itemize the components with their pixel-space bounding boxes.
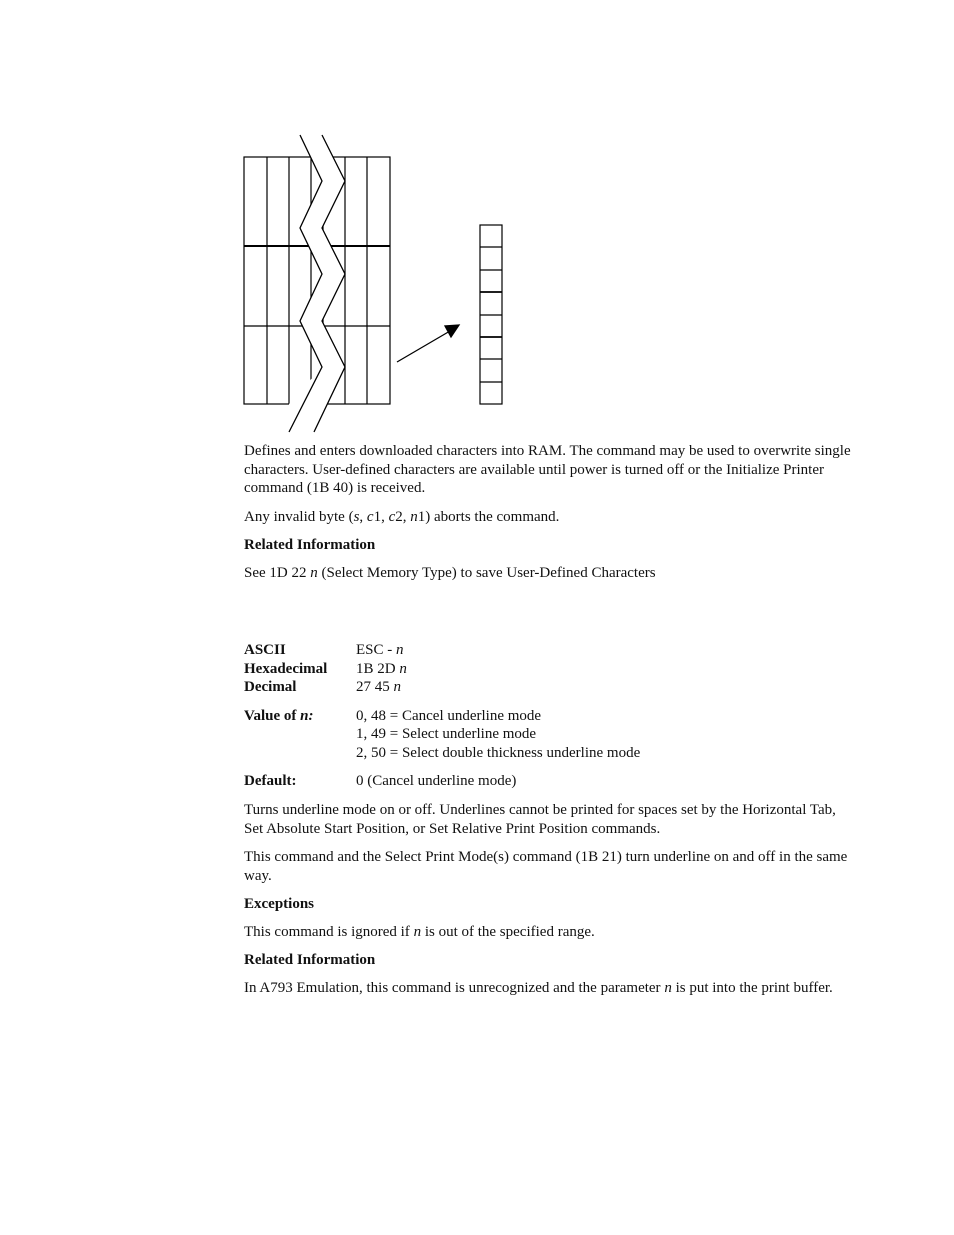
decimal-label: Decimal — [244, 679, 297, 695]
underline-related-text: In A793 Emulation, this command is unrecognized and the parameter n is put into the print buffer. — [244, 980, 833, 996]
hexadecimal-value: 1B 2D n — [356, 661, 407, 677]
character-grid-diagram — [230, 125, 530, 440]
ascii-value: ESC - n — [356, 642, 404, 658]
related-information-text: See 1D 22 n (Select Memory Type) to save User-Defined Characters — [244, 565, 656, 581]
exceptions-heading: Exceptions — [244, 896, 315, 912]
value-option: 1, 49 = Select underline mode — [356, 726, 537, 742]
value-of-n-label: Value of n: — [244, 708, 314, 724]
download-description: Defines and enters downloaded characters into RAM. The command may be used to overwrite single characters. User-defined characters are available until power is turned off or the Initialize Printer command (1B 40) is received. — [244, 443, 851, 496]
default-value: 0 (Cancel underline mode) — [356, 773, 517, 789]
related-information-heading: Related Information — [244, 537, 376, 553]
hexadecimal-label: Hexadecimal — [244, 661, 328, 677]
invalid-byte-note: Any invalid byte (s, c1, c2, n1) aborts the command. — [244, 509, 560, 525]
decimal-value: 27 45 n — [356, 679, 401, 695]
default-label: Default: — [244, 773, 297, 789]
underline-print-mode-note: This command and the Select Print Mode(s) command (1B 21) turn underline on and off in the same way. — [244, 849, 848, 884]
value-option: 0, 48 = Cancel underline mode — [356, 708, 542, 724]
underline-description: Turns underline mode on or off. Underlines cannot be printed for spaces set by the Horizontal Tab, Set Absolute Start Position, or Set Relative Print Position commands. — [244, 802, 836, 837]
ascii-label: ASCII — [244, 642, 286, 658]
exceptions-text: This command is ignored if n is out of the specified range. — [244, 924, 595, 940]
value-option: 2, 50 = Select double thickness underline mode — [356, 745, 641, 761]
underline-related-heading: Related Information — [244, 952, 376, 968]
